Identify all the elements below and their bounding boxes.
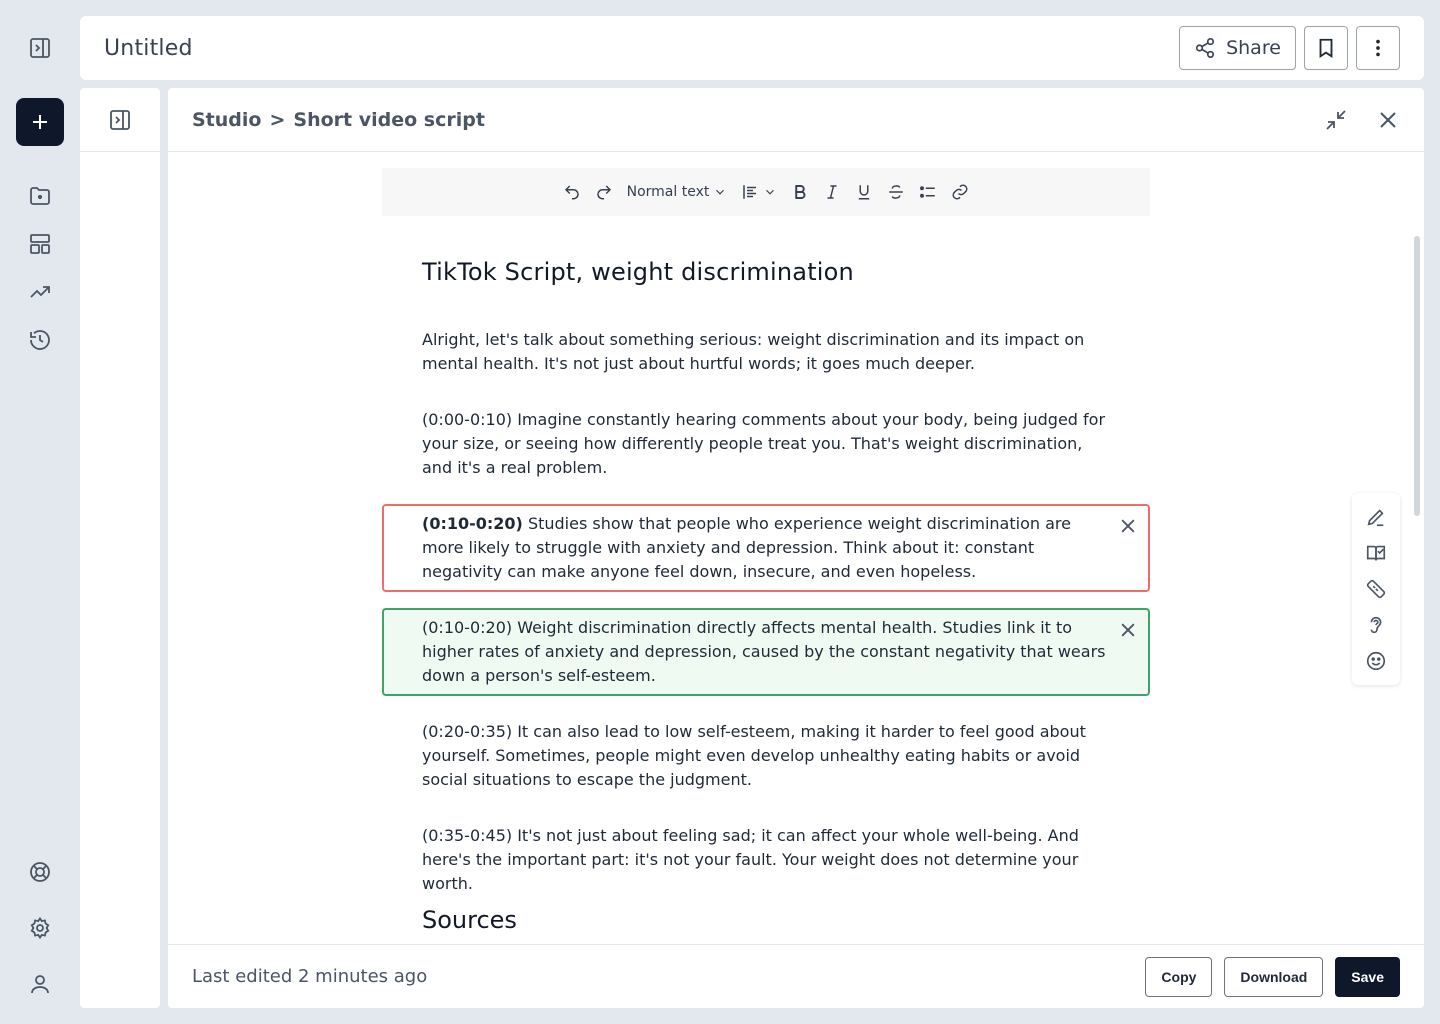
ruler-icon bbox=[1365, 578, 1387, 600]
rewrite-tool-button[interactable] bbox=[1365, 506, 1387, 528]
tone-tool-button[interactable] bbox=[1365, 614, 1387, 636]
folder-icon bbox=[28, 184, 52, 208]
lifebuoy-icon bbox=[28, 860, 52, 884]
close-icon bbox=[1118, 620, 1138, 640]
book-check-icon bbox=[1365, 542, 1387, 564]
minimize-icon bbox=[1324, 108, 1348, 132]
dismiss-rewrite-button[interactable] bbox=[1118, 620, 1138, 640]
bold-button[interactable] bbox=[791, 183, 809, 201]
share-label: Share bbox=[1226, 37, 1281, 59]
list-icon bbox=[919, 183, 937, 201]
emoji-tool-button[interactable] bbox=[1365, 650, 1387, 672]
more-options-button[interactable] bbox=[1356, 26, 1400, 70]
dismiss-original-button[interactable] bbox=[1118, 516, 1138, 536]
editor-footer bbox=[168, 944, 1424, 1008]
scrollbar-thumb[interactable] bbox=[1414, 236, 1420, 516]
bold-icon bbox=[791, 183, 809, 201]
italic-button[interactable] bbox=[823, 183, 841, 201]
accepted-suggestion[interactable] bbox=[382, 608, 1150, 696]
save-button[interactable]: Save bbox=[1335, 957, 1400, 997]
close-button[interactable] bbox=[1376, 108, 1400, 132]
strikethrough-button[interactable] bbox=[887, 183, 905, 201]
editor-panel bbox=[168, 88, 1424, 1008]
breadcrumb-current: Short video script bbox=[293, 108, 485, 131]
analytics-button[interactable] bbox=[16, 268, 64, 316]
timestamp: (0:10-0:20) bbox=[422, 514, 523, 533]
italic-icon bbox=[823, 183, 841, 201]
paragraph[interactable]: (0:20-0:35) It can also lead to low self-esteem, making it harder to feel good about yourself. Sometimes, people might even develop unhealthy eating habits or avoid social situations to escape the judgment. bbox=[422, 722, 1086, 789]
alignment-select[interactable] bbox=[741, 183, 777, 201]
underline-button[interactable] bbox=[855, 183, 873, 201]
bookmark-icon bbox=[1315, 37, 1337, 59]
secondary-panel bbox=[80, 88, 160, 1008]
more-vertical-icon bbox=[1367, 37, 1389, 59]
undo-icon bbox=[563, 183, 581, 201]
expand-sidebar-button[interactable] bbox=[16, 24, 64, 72]
paragraph[interactable]: (0:35-0:45) It's not just about feeling sad; it can affect your whole well-being. And here's the important part: it's not your fault. Your weight does not determine your worth. bbox=[422, 826, 1079, 893]
chevron-down-icon bbox=[713, 185, 727, 199]
templates-button[interactable] bbox=[16, 220, 64, 268]
paragraph[interactable]: Alright, let's talk about something serious: weight discrimination and its impact on mental health. It's not just about hurtful words; it goes much deeper. bbox=[422, 330, 1085, 373]
close-icon bbox=[1376, 108, 1400, 132]
text-style-select[interactable] bbox=[627, 184, 728, 200]
last-edited-status: Last edited 2 minutes ago bbox=[192, 966, 428, 987]
sidebar-toggle-icon bbox=[108, 108, 132, 132]
editor-header bbox=[168, 88, 1424, 152]
link-icon bbox=[951, 183, 969, 201]
redo-button[interactable] bbox=[595, 183, 613, 201]
help-button[interactable] bbox=[16, 848, 64, 896]
proofread-tool-button[interactable] bbox=[1365, 542, 1387, 564]
text-style-value: Normal text bbox=[626, 184, 710, 200]
suggestion-rewrite-text[interactable]: (0:10-0:20) Weight discrimination directly affects mental health. Studies link it to higher rates of anxiety and depression, caused by the constant negativity that wears down a person's self-esteem. bbox=[422, 618, 1106, 685]
breadcrumb bbox=[192, 109, 485, 131]
share-icon bbox=[1194, 37, 1216, 59]
link-button[interactable] bbox=[951, 183, 969, 201]
top-bar bbox=[80, 16, 1424, 80]
paragraph[interactable]: (0:00-0:10) Imagine constantly hearing comments about your body, being judged for your size, or seeing how differently people treat you. That's weight discrimination, and it's a real problem. bbox=[422, 410, 1106, 477]
formatting-toolbar bbox=[382, 168, 1150, 216]
settings-button[interactable] bbox=[16, 904, 64, 952]
bullet-list-button[interactable] bbox=[919, 183, 937, 201]
close-icon bbox=[1118, 516, 1138, 536]
folder-button[interactable] bbox=[16, 172, 64, 220]
layout-icon bbox=[28, 232, 52, 256]
history-icon bbox=[28, 328, 52, 352]
ear-icon bbox=[1365, 614, 1387, 636]
sources-heading[interactable]: Sources bbox=[422, 906, 517, 934]
account-button[interactable] bbox=[16, 960, 64, 1008]
ai-tools-palette bbox=[1352, 493, 1400, 685]
undo-button[interactable] bbox=[563, 183, 581, 201]
sidebar-toggle-icon bbox=[28, 36, 52, 60]
pencil-icon bbox=[1365, 506, 1387, 528]
bookmark-button[interactable] bbox=[1304, 26, 1348, 70]
document-title[interactable]: Untitled bbox=[104, 35, 193, 61]
rejected-suggestion[interactable] bbox=[382, 504, 1150, 592]
new-button[interactable] bbox=[16, 98, 64, 146]
breadcrumb-root[interactable]: Studio bbox=[192, 108, 262, 131]
trending-up-icon bbox=[28, 280, 52, 304]
length-tool-button[interactable] bbox=[1365, 578, 1387, 600]
app-rail bbox=[0, 0, 80, 1024]
strikethrough-icon bbox=[887, 183, 905, 201]
align-left-icon bbox=[741, 183, 759, 201]
panel-toggle-button[interactable] bbox=[80, 88, 160, 152]
redo-icon bbox=[595, 183, 613, 201]
copy-button[interactable]: Copy bbox=[1145, 957, 1212, 997]
collapse-button[interactable] bbox=[1324, 108, 1348, 132]
user-icon bbox=[28, 972, 52, 996]
breadcrumb-separator: > bbox=[269, 108, 286, 131]
document-heading[interactable]: TikTok Script, weight discrimination bbox=[422, 258, 854, 286]
download-button[interactable]: Download bbox=[1224, 957, 1323, 997]
gear-icon bbox=[28, 916, 52, 940]
underline-icon bbox=[855, 183, 873, 201]
suggestion-original-body: Studies show that people who experience weight discrimination are more likely to struggle with anxiety and depression. Think about it: constant negativity can make anyone feel down, insecure, and even hopeless. bbox=[422, 514, 1071, 581]
chevron-down-icon bbox=[763, 185, 777, 199]
history-button[interactable] bbox=[16, 316, 64, 364]
plus-icon bbox=[28, 110, 52, 134]
smiley-icon bbox=[1365, 650, 1387, 672]
share-button[interactable] bbox=[1179, 26, 1296, 70]
suggestion-original-text[interactable] bbox=[422, 512, 1112, 584]
